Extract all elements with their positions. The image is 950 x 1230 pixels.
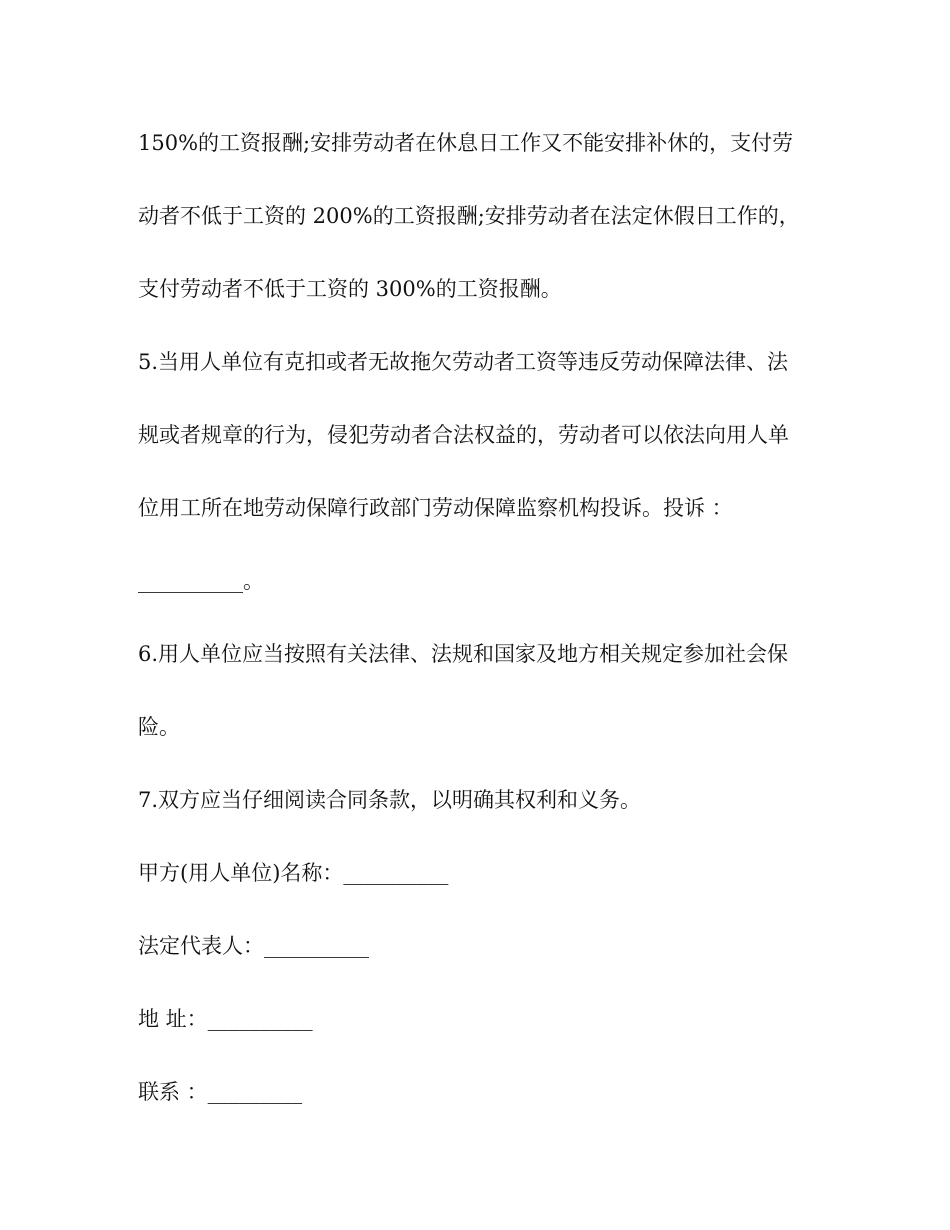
paragraph-line: 动者不低于工资的 200%的工资报酬;安排劳动者在法定休假日工作的， (138, 204, 800, 228)
document-body (138, 122, 828, 1144)
clause-7-line: 7.双方应当仔细阅读合同条款，以明确其权利和义务。 (138, 788, 642, 812)
employer-name-field: 甲方(用人单位)名称：__________ (138, 861, 449, 885)
paragraph-line: 支付劳动者不低于工资的 300%的工资报酬。 (138, 277, 562, 301)
legal-representative-field: 法定代表人：__________ (138, 934, 369, 958)
clause-6-line: 险。 (138, 715, 180, 739)
clause-5-line: 规或者规章的行为，侵犯劳动者合法权益的，劳动者可以依法向用人单 (138, 423, 789, 447)
contact-field: 联系 ：_________ (138, 1080, 303, 1104)
clause-5-line: 位用工所在地劳动保障行政部门劳动保障监察机构投诉。投诉 ： (138, 496, 733, 520)
paragraph-line: 150%的工资报酬;安排劳动者在休息日工作又不能安排补休的，支付劳 (138, 131, 794, 155)
clause-5-line: 5.当用人单位有克扣或者无故拖欠劳动者工资等违反劳动保障法律、法 (138, 350, 789, 374)
address-field: 地 址：__________ (138, 1007, 313, 1031)
complaint-blank-line: __________。 (138, 569, 264, 593)
clause-6-line: 6.用人单位应当按照有关法律、法规和国家及地方相关规定参加社会保 (138, 642, 789, 666)
